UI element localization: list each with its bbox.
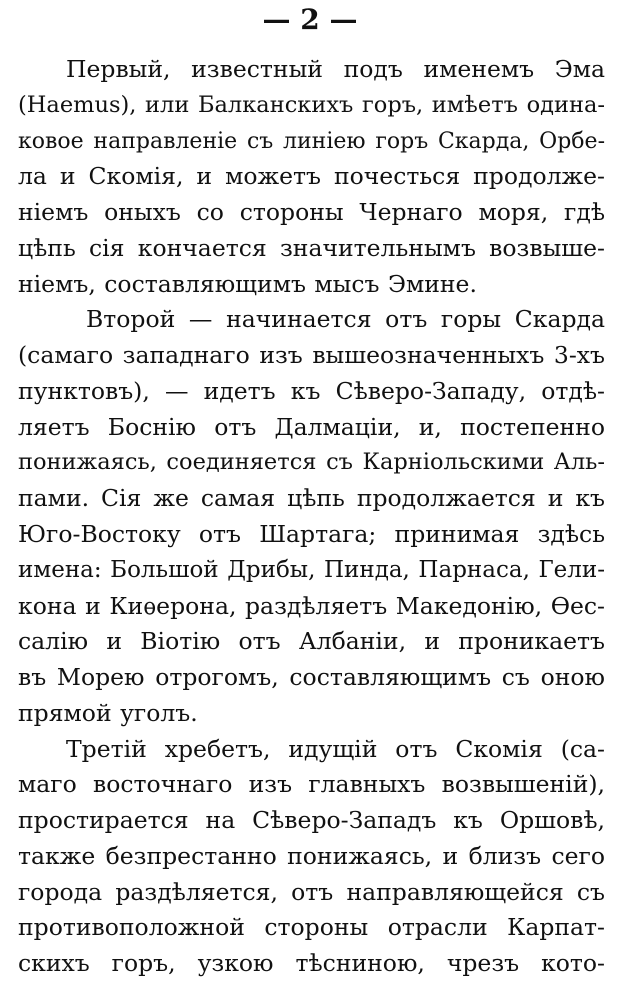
- text-line: ла и Скомія, и можетъ почесться продолже-: [18, 162, 605, 191]
- text-line: ковое направленіе съ линіею горъ Скарда, Орбе-: [18, 128, 605, 154]
- text-line: Второй — начинается отъ горы Скарда: [86, 305, 605, 334]
- text-line: маго восточнаго изъ главныхъ возвышеній),: [18, 770, 605, 799]
- text-line: также безпрестанно понижаясь, и близъ сего: [18, 841, 605, 870]
- text-line: имена: Большой Дрибы, Пинда, Парнаса, Гели-: [18, 556, 605, 583]
- text-line: кона и Киѳерона, раздѣляетъ Македонію, Ѳес-: [18, 591, 605, 620]
- text-line: (Haemus), или Балканскихъ горъ, имѣетъ одина-: [18, 91, 605, 118]
- text-line: прямой уголъ.: [18, 698, 198, 727]
- text-line: скихъ горъ, узкою тѣсниною, чрезъ кото-: [18, 949, 605, 978]
- text-line: города раздѣляется, отъ направляющейся съ: [18, 877, 605, 906]
- text-line: Первый, известный подъ именемъ Эма: [66, 55, 605, 83]
- text-line: (самаго западнаго изъ вышеозначенныхъ 3-хъ: [18, 341, 605, 370]
- text-line: въ Морею отрогомъ, составляющимъ съ оною: [18, 663, 605, 692]
- text-line: салію и Віотію отъ Албаніи, и проникаетъ: [18, 627, 605, 656]
- text-line: пунктовъ), — идетъ къ Сѣверо-Западу, отдѣ-: [18, 376, 605, 405]
- text-line: противоположной стороны отрасли Карпат-: [18, 913, 605, 942]
- text-line: пами. Сія же самая цѣпь продолжается и къ: [18, 484, 605, 513]
- text-line: ніемъ, составляющимъ мысъ Эмине.: [18, 269, 477, 298]
- page-number: — 2 —: [262, 3, 358, 36]
- text-line: Юго-Востоку отъ Шартага; принимая здѣсь: [18, 520, 605, 548]
- text-line: цѣпь сія кончается значительнымъ возвыше-: [18, 233, 605, 262]
- text-line: понижаясь, соединяется съ Карніольскими Аль-: [18, 449, 605, 476]
- text-line: простирается на Сѣверо-Западъ къ Оршовѣ,: [18, 806, 605, 835]
- text-line: ляетъ Боснію отъ Далмаціи, и, постепенно: [18, 412, 605, 441]
- text-line: ніемъ оныхъ со стороны Чернаго моря, гдѣ: [18, 198, 605, 227]
- text-line: Третій хребетъ, идущій отъ Скомія (са-: [66, 734, 605, 763]
